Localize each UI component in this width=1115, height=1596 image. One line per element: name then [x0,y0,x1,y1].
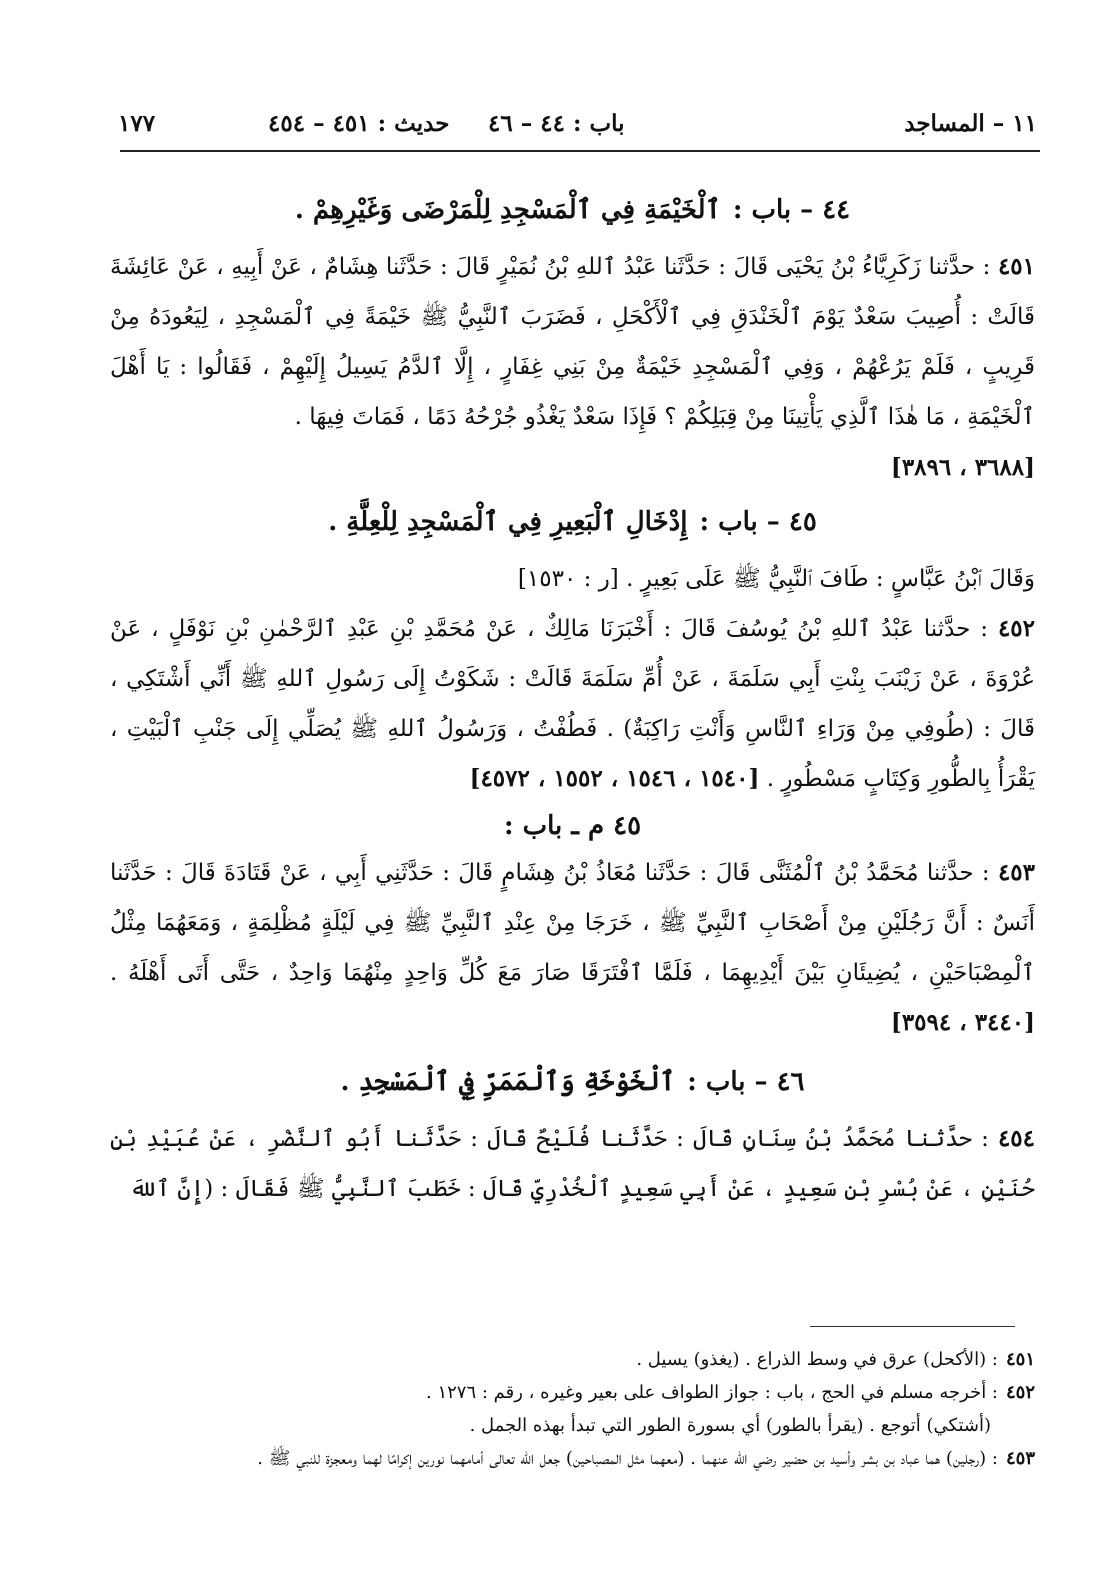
hadith-453 [110,848,1035,1048]
hadith-range: حديث : ٤٥١ – ٤٥٤ [268,110,450,137]
page-header [118,106,1037,146]
hadith-text: : حدَّثنا مُحَمَّدُ بْنُ سِنَانٍ قَالَ : حَدَّثَنا فُلَيْحٌ قَالَ : حَدَّثَنا أَبُو ٱلنَّضْرِ ، عَنْ عُبَيْدِ بْنِ حُنَيْنٍ ، عَنْ بُسْرِ بْنِ سَعِيدٍ ، عَنْ أَبِي سَعِيدٍ ٱلْخُدْرِيِّ قَالَ : خَطَبَ ٱلنَّبِيُّ ﷺ فَقَالَ : (إِنَّ ٱللهَ [110,1126,1035,1202]
footnote-text: : أخرجه مسلم في الحج ، باب : جواز الطواف على بعير وغيره ، رقم : ١٢٧٦ . [425,1382,998,1403]
cross-references: [٣٤٤٠ ، ٣٥٩٤] [890,1009,1035,1036]
cross-references: [١٥٤٠ ، ١٥٤٦ ، ١٥٥٢ ، ٤٥٧٢] [469,765,760,792]
hadith-number: ٤٥٢ [997,615,1035,642]
footnote-452 [96,1377,1035,1408]
footnote-number: ٤٥٣ [1005,1448,1035,1469]
chapter-label: ٤٦ – باب : [687,1067,805,1097]
main-text [110,176,1035,1214]
hadith-454 [110,1114,1035,1214]
chapter-heading-44 [110,190,1035,230]
quote-ibn-abbas: وَقَالَ ٱبْنُ عَبَّاسٍ : طَافَ ٱلنَّبِيُّ ﷺ عَلَى بَعِيرٍ . [ر : ١٥٣٠] [517,566,1035,592]
footnote-452-cont [96,1410,1035,1441]
header-divider [120,150,1040,152]
hadith-number: ٤٥٣ [997,859,1035,886]
hadith-451 [110,242,1035,442]
footnote-number: ٤٥١ [1005,1349,1035,1370]
hadith-452 [110,604,1035,804]
chapter-label: ٤٥ – باب : [699,507,817,537]
footnote-text: : (الأكحل) عرق في وسط الذراع . (يغذو) يسيل . [636,1349,998,1370]
footnote-453 [96,1443,1035,1474]
chapter-heading-45 [110,502,1035,542]
chapter-heading-45m [110,806,1035,846]
chapter-heading-46 [110,1062,1035,1102]
footnote-text: (أشتكي) أتوجع . (يقرأ بالطور) أي بسورة الطور التي تبدأ بهذه الجمل . [469,1415,991,1436]
chapter-label: ٤٤ – باب : [732,195,851,225]
hadith-number: ٤٥٤ [997,1125,1035,1152]
hadith-text: : حدَّثنا مُحَمَّدُ بْنُ ٱلْمُثَنَّى قَالَ : حَدَّثَنا مُعَاذُ بْنُ هِشَامٍ قَالَ : حَدَّثَنِي أَبِي ، عَنْ قَتَادَةَ قَالَ : حَدَّثَنا أَنَسٌ : أَنَّ رَجُلَيْنِ مِنْ أَصْحَابِ ٱلنَّبِيِّ ﷺ ، خَرَجَا مِنْ عِنْدِ ٱلنَّبِيِّ ﷺ فِي لَيْلَةٍ مُظْلِمَةٍ ، وَمَعَهُمَا مِثْلُ ٱلْمِصْبَاحَيْنِ ، يُضِيئَانِ بَيْنَ أَيْدِيهِمَا ، فَلَمَّا ٱفْتَرَقَا صَارَ مَعَ كُلِّ وَاحِدٍ مِنْهُمَا وَاحِدٌ ، حَتَّى أَتَى أَهْلَهُ . [110,860,1035,986]
page-number: ١٧٧ [118,110,156,137]
footnote-divider [810,1326,1015,1327]
footnote-number: ٤٥٢ [1005,1382,1035,1403]
hadith-number: ٤٥١ [997,253,1036,280]
chapter-range: باب : ٤٤ – ٤٦ [488,110,625,137]
footnotes [96,1342,1035,1476]
chapter-title: ٱلْخَيْمَةِ فِي ٱلْمَسْجِدِ لِلْمَرْضَى وَغَيْرِهِمْ . [294,195,721,225]
chapter-title: إِدْخَالِ ٱلْبَعِيرِ فِي ٱلْمَسْجِدِ لِلْعِلَّةِ . [328,507,688,537]
hadith-text: : حدَّثنا عَبْدُ ٱللهِ بْنُ يُوسُفَ قَالَ : أَخْبَرَنَا مَالِكٌ ، عَنْ مُحَمَّدِ بْنِ عَبْدِ ٱلرَّحْمٰنِ بْنِ نَوْفَلٍ ، عَنْ عُرْوَةَ ، عَنْ زَيْنَبَ بِنْتِ أَبِي سَلَمَةَ ، عَنْ أُمِّ سَلَمَةَ قَالَتْ : شَكَوْتُ إِلَى رَسُولِ ٱللهِ ﷺ أَنِّي أَشْتَكِي ، قَالَ : (طُوفِي مِنْ وَرَاءِ ٱلنَّاسِ وَأَنْتِ رَاكِبَةٌ) . فَطُفْتُ ، وَرَسُولُ ٱللهِ ﷺ يُصَلِّي إِلَى جَنْبِ ٱلْبَيْتِ ، يَقْرَأُ بِالطُّورِ وَكِتَابٍ مَسْطُورٍ . [110,616,1035,792]
hadith-text: : حدَّثنا زَكَرِيَّاءُ بْنُ يَحْيَى قَالَ : حَدَّثَنا عَبْدُ ٱللهِ بْنُ نُمَيْرٍ قَالَ : حَدَّثَنا هِشَامٌ ، عَنْ أَبِيهِ ، عَنْ عَائِشَةَ قَالَتْ : أُصِيبَ سَعْدٌ يَوْمَ ٱلْخَنْدَقِ فِي ٱلْأَكْحَلِ ، فَضَرَبَ ٱلنَّبِيُّ ﷺ خَيْمَةً فِي ٱلْمَسْجِدِ ، لِيَعُودَهُ مِنْ قَرِيبٍ ، فَلَمْ يَرُعْهُمْ ، وَفِي ٱلْمَسْجِدِ خَيْمَةٌ مِنْ بَنِي غِفَارٍ ، إِلَّا ٱلدَّمُ يَسِيلُ إِلَيْهِمْ ، فَقَالُوا : يَا أَهْلَ ٱلْخَيْمَةِ ، مَا هٰذَا ٱلَّذِي يَأْتِينَا مِنْ قِبَلِكُمْ ؟ فَإِذَا سَعْدٌ يَغْذُو جُرْحُهُ دَمًا ، فَمَاتَ فِيهَا . [110,254,1035,430]
chapter-label: ٤٥ م ـ باب : [503,811,642,841]
cross-references: [٣٦٨٨ ، ٣٨٩٦] [890,454,1035,481]
section-title: ١١ – المساجد [904,110,1037,137]
chapter-title: ٱلْخَوْخَةِ وَٱلْمَمَرِّ فِي ٱلْمَسْجِدِ . [340,1067,676,1097]
footnote-text: : (رجلين) هما عباد بن بشر وأسيد بن حضير رضي الله عنهما . (معهما مثل المصباحين) جعل الله تعالى أمامهما نورين إكرامًا لهما ومعجزة للنبي ﷺ . [257,1448,998,1469]
footnote-451 [96,1344,1035,1375]
